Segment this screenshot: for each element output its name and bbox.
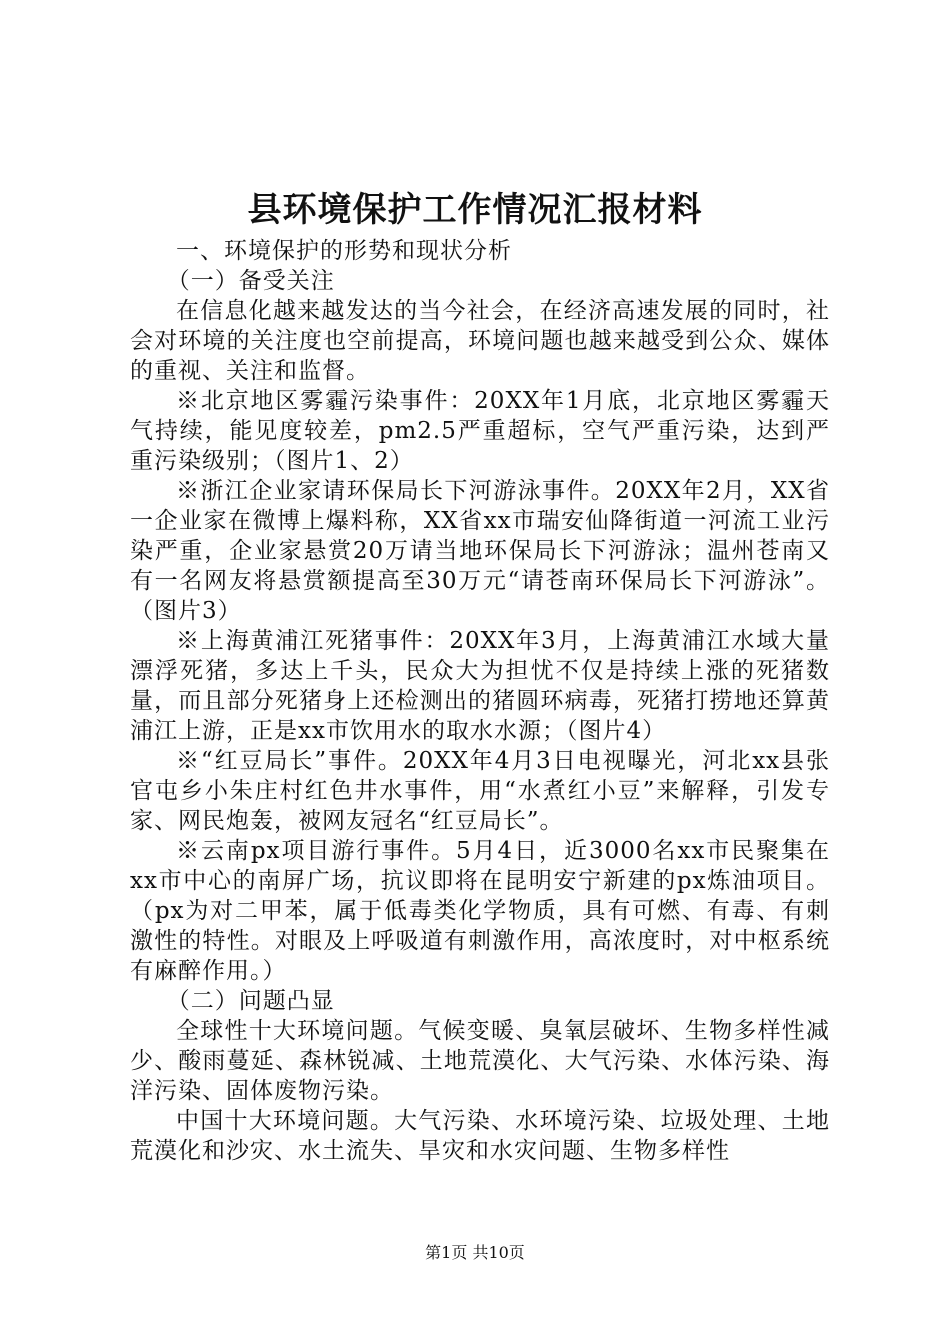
document-body bbox=[130, 236, 830, 1166]
subsection-heading: （一）备受关注 bbox=[166, 268, 335, 294]
paragraph: ※上海黄浦江死猪事件：20XX年3月，上海黄浦江水域大量漂浮死猪，多达上千头，民众大为担忧不仅是持续上涨的死猪数量，而且部分死猪身上还检测出的猪圆环病毒，死猪打捞地还算黄浦江上游，正是xx市饮用水的取水水源；（图片4） bbox=[130, 628, 830, 744]
page-footer: 第1页 共10页 bbox=[425, 1243, 525, 1262]
paragraph: 中国十大环境问题。大气污染、水环境污染、垃圾处理、土地荒漠化和沙灾、水土流失、旱灾和水灾问题、生物多样性 bbox=[130, 1108, 830, 1164]
document-title: 县环境保护工作情况汇报材料 bbox=[247, 190, 703, 230]
section-heading: 一、环境保护的形势和现状分析 bbox=[176, 238, 512, 264]
paragraph: 全球性十大环境问题。气候变暖、臭氧层破坏、生物多样性减少、酸雨蔓延、森林锐减、土地荒漠化、大气污染、水体污染、海洋污染、固体废物污染。 bbox=[130, 1018, 830, 1104]
paragraph: ※“红豆局长”事件。20XX年4月3日电视曝光，河北xx县张官屯乡小朱庄村红色井水事件，用“水煮红小豆”来解释，引发专家、网民炮轰，被网友冠名“红豆局长”。 bbox=[130, 748, 830, 834]
subsection-heading: （二）问题凸显 bbox=[166, 988, 335, 1014]
paragraph: ※北京地区雾霾污染事件：20XX年1月底，北京地区雾霾天气持续，能见度较差，pm2.5严重超标，空气严重污染，达到严重污染级别；（图片1、2） bbox=[130, 388, 830, 474]
paragraph: ※浙江企业家请环保局长下河游泳事件。20XX年2月，XX省一企业家在微博上爆料称，XX省xx市瑞安仙降街道一河流工业污染严重，企业家悬赏20万请当地环保局长下河游泳；温州苍南又有一名网友将悬赏额提高至30万元“请苍南环保局长下河游泳”。（图片3） bbox=[130, 478, 830, 624]
paragraph: 在信息化越来越发达的当今社会，在经济高速发展的同时，社会对环境的关注度也空前提高，环境问题也越来越受到公众、媒体的重视、关注和监督。 bbox=[130, 298, 830, 384]
paragraph: ※云南px项目游行事件。5月4日，近3000名xx市民聚集在xx市中心的南屏广场，抗议即将在昆明安宁新建的px炼油项目。（px为对二甲苯，属于低毒类化学物质，具有可燃、有毒、有刺激性的特性。对眼及上呼吸道有刺激作用，高浓度时，对中枢系统有麻醉作用。） bbox=[130, 838, 830, 984]
